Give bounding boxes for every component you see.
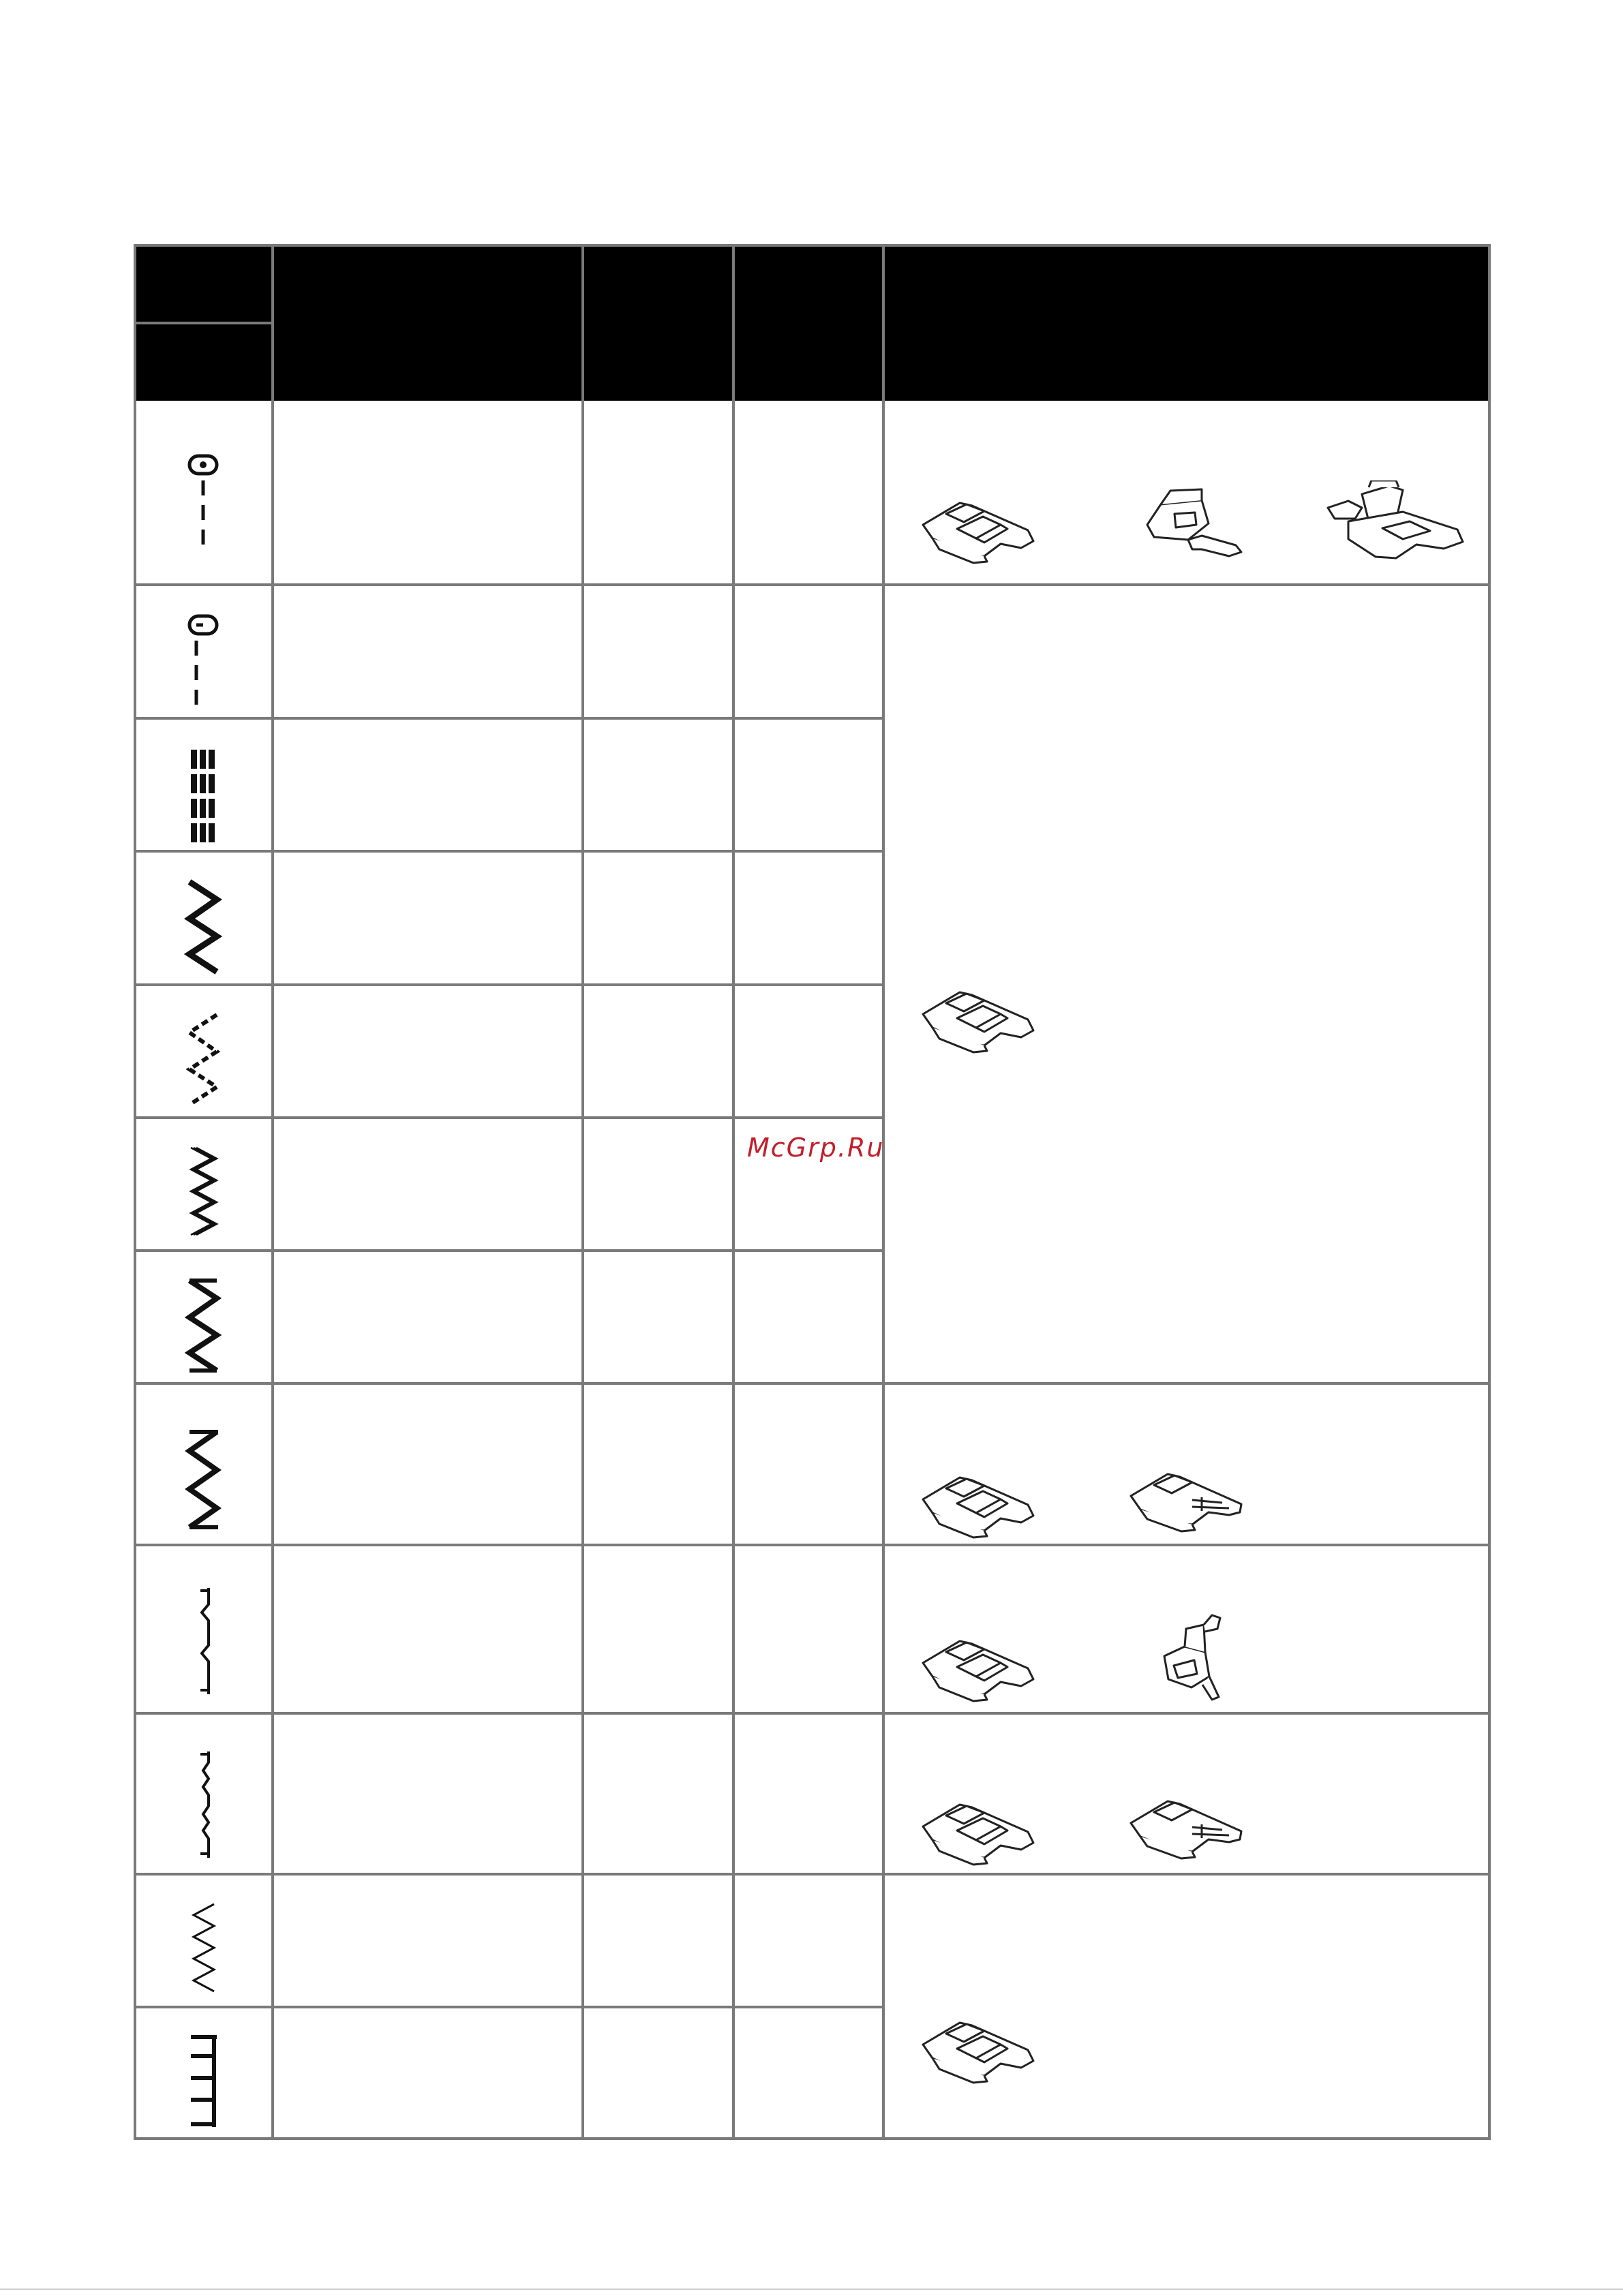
header-divider bbox=[271, 245, 274, 401]
page-bottom-edge bbox=[0, 2289, 1623, 2290]
stretch-blind-hem-icon bbox=[188, 1751, 222, 1861]
row-divider bbox=[135, 1544, 1491, 1546]
zigzag-foot-icon bbox=[919, 2010, 1042, 2085]
row-divider bbox=[135, 1249, 885, 1252]
row-divider bbox=[135, 850, 885, 853]
row-divider bbox=[135, 1116, 885, 1119]
triple-straight-stitch-icon bbox=[191, 750, 218, 845]
overcasting-foot-icon bbox=[1127, 1789, 1249, 1864]
stitch-table bbox=[135, 245, 1491, 2140]
header-split-line bbox=[135, 322, 271, 324]
elastic-stitch-icon bbox=[184, 1901, 225, 1997]
table-header bbox=[135, 245, 1491, 401]
row-divider bbox=[135, 983, 885, 986]
comb-stitch-icon bbox=[184, 2034, 225, 2130]
watermark-text: McGrp.Ru bbox=[747, 1133, 885, 1163]
narrow-foot-icon bbox=[1134, 484, 1256, 566]
column-divider bbox=[882, 401, 885, 2140]
three-step-zigzag-icon bbox=[184, 1012, 225, 1107]
table-border-left bbox=[134, 245, 136, 2140]
satin-zigzag-icon bbox=[184, 1145, 225, 1240]
zigzag-stitch-icon bbox=[184, 879, 225, 975]
column-divider bbox=[271, 401, 274, 2140]
straight-stitch-middle-needle-icon bbox=[184, 613, 225, 716]
table-border-top bbox=[134, 244, 1491, 247]
blind-hem-foot-icon bbox=[1144, 1608, 1239, 1704]
table-border-right bbox=[1488, 245, 1491, 2140]
zigzag-foot-icon bbox=[919, 1465, 1042, 1540]
overcasting-foot-icon bbox=[1127, 1462, 1249, 1537]
walking-foot-icon bbox=[1321, 480, 1471, 569]
header-divider bbox=[882, 245, 885, 401]
header-divider bbox=[732, 245, 735, 401]
row-divider bbox=[135, 1712, 1491, 1715]
blind-hem-icon bbox=[188, 1588, 222, 1697]
row-divider bbox=[135, 2006, 885, 2008]
row-divider bbox=[135, 1382, 1491, 1385]
zigzag-foot-icon bbox=[919, 1629, 1042, 1704]
table-border-bottom bbox=[134, 2137, 1491, 2140]
overcast-zigzag-icon bbox=[184, 1428, 225, 1530]
header-divider bbox=[581, 245, 584, 401]
column-divider bbox=[732, 401, 735, 2140]
row-divider bbox=[135, 717, 885, 720]
triple-zigzag-icon bbox=[184, 1278, 225, 1373]
zigzag-foot-icon bbox=[919, 1792, 1042, 1867]
zigzag-foot-icon bbox=[919, 491, 1042, 566]
row-divider bbox=[135, 583, 1491, 586]
column-divider bbox=[581, 401, 584, 2140]
straight-stitch-left-needle-icon bbox=[184, 453, 225, 555]
zigzag-foot-icon bbox=[919, 980, 1042, 1055]
row-divider bbox=[135, 1873, 1491, 1876]
